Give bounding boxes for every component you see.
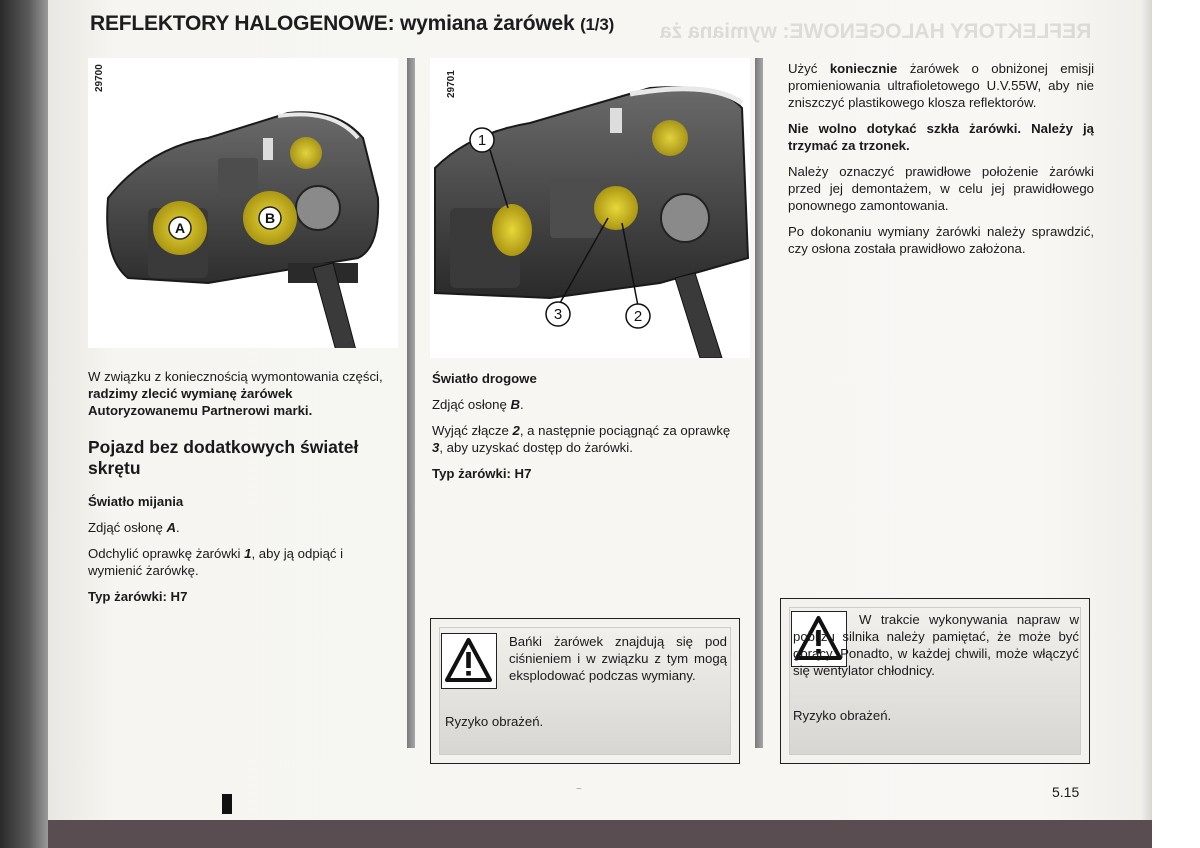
low-beam-bulb-type: Typ żarówki: H7	[88, 589, 188, 604]
headlamp-figure-left	[88, 58, 398, 348]
warning-box-engine	[780, 598, 1090, 764]
step-text: , a następnie pociągnąć za oprawkę	[519, 423, 731, 438]
callout-3-label: 3	[553, 306, 563, 323]
warning-engine-risk: Ryzyko obrażeń.	[793, 708, 892, 723]
step-ref: 1	[244, 546, 252, 561]
para-text: żarówek o obniżonej emisji promieniowania ultrafioletowego U.V.55W, aby nie zniszczyć plastikowego klosza reflektorów.	[788, 61, 1094, 110]
step-text: , aby uzyskać dostęp do żarówki.	[439, 440, 633, 455]
title-bleed-text: REFLEKTORY HALOGENOWE: wymiana ża	[660, 20, 1092, 43]
step-ref: 3	[432, 440, 440, 455]
callout-1-label: 1	[477, 132, 487, 149]
step-text: .	[175, 520, 180, 535]
high-beam-step-1	[432, 396, 744, 413]
high-beam-step-2	[432, 422, 744, 456]
warning-pressure-risk: Ryzyko obrażeń.	[445, 714, 544, 729]
column-separator-right	[755, 58, 763, 748]
step-text: Odchylić oprawkę żarówki	[88, 546, 241, 561]
title-bleed-through	[660, 20, 1100, 44]
scan-margin	[1152, 0, 1200, 848]
callout-b-label: B	[264, 210, 276, 226]
headlamp-rear-illustration	[88, 58, 398, 348]
left-intro-bold: radzimy zlecić wymianę żarówek Autoryzowanemu Partnerowi marki.	[88, 386, 313, 418]
warning-pressure-text: Bańki żarówek znajdują się pod ciśnieniem i w związku z tym mogą eksplodować podczas wymiany.	[509, 634, 727, 683]
headlamp-figure-middle	[430, 58, 750, 358]
print-mark	[222, 794, 232, 814]
callout-a-label: A	[174, 220, 186, 236]
para-bold: Nie wolno dotykać szkła żarówki. Należy ją trzymać za trzonek.	[788, 121, 1094, 153]
step-ref: 2	[512, 423, 520, 438]
low-beam-subheading: Światło mijania	[88, 494, 184, 509]
check-cover-paragraph: Po dokonaniu wymiany żarówki należy sprawdzić, czy osłona została prawidłowo założona.	[788, 224, 1094, 256]
step-text: , aby ją odpiąć i wymienić żarówkę.	[88, 546, 344, 578]
headlamp-rear-illustration-numbered	[430, 58, 750, 358]
left-intro-paragraph	[88, 368, 394, 419]
step-text: Zdjąć osłonę	[432, 397, 507, 412]
pencil-mark: ~	[576, 784, 582, 795]
do-not-touch-paragraph	[788, 120, 1094, 154]
page-title-part: (1/3)	[580, 15, 615, 34]
section-heading: Pojazd bez dodatkowych świateł skrętu	[88, 437, 359, 478]
page-number: 5.15	[1052, 784, 1080, 800]
right-column-text	[788, 60, 1094, 266]
warning-engine-text: W trakcie wykonywania napraw w pobliżu silnika należy pamiętać, że może być gorący. Ponadto, w każdej chwili, może włączyć się wentylator chłodnicy.	[793, 612, 1079, 678]
high-beam-bulb-type: Typ żarówki: H7	[432, 466, 532, 481]
low-beam-step-1	[88, 519, 394, 536]
page-title	[90, 12, 614, 36]
page-edge	[1140, 0, 1152, 820]
step-text: Zdjąć osłonę	[88, 520, 163, 535]
middle-column-text	[432, 370, 744, 491]
low-beam-step-2	[88, 545, 394, 579]
callout-2-label: 2	[633, 308, 643, 325]
figure-id-left: 29700	[94, 64, 105, 92]
warning-box-pressure	[430, 618, 740, 764]
binding-shadow	[0, 0, 48, 848]
step-text: .	[519, 397, 524, 412]
step-text: Wyjąć złącze	[432, 423, 509, 438]
page-title-main: REFLEKTORY HALOGENOWE: wymiana żarówek	[90, 12, 575, 35]
left-column-text	[88, 368, 394, 614]
warning-triangle-icon	[441, 633, 497, 689]
high-beam-subheading: Światło drogowe	[432, 371, 537, 386]
step-ref: B	[510, 397, 520, 412]
uv-bulb-paragraph	[788, 60, 1094, 111]
step-ref: A	[166, 520, 176, 535]
mark-position-paragraph: Należy oznaczyć prawidłowe położenie żarówki przed jej demontażem, w celu jej prawidłowego ponownego zamontowania.	[788, 164, 1094, 213]
column-separator-left	[407, 58, 415, 748]
figure-id-middle: 29701	[446, 70, 457, 98]
para-bold: koniecznie	[829, 61, 898, 76]
para-text: Użyć	[788, 61, 818, 76]
scan-bottom-band	[48, 820, 1152, 848]
left-intro-plain: W związku z koniecznością wymontowania części,	[88, 369, 383, 384]
